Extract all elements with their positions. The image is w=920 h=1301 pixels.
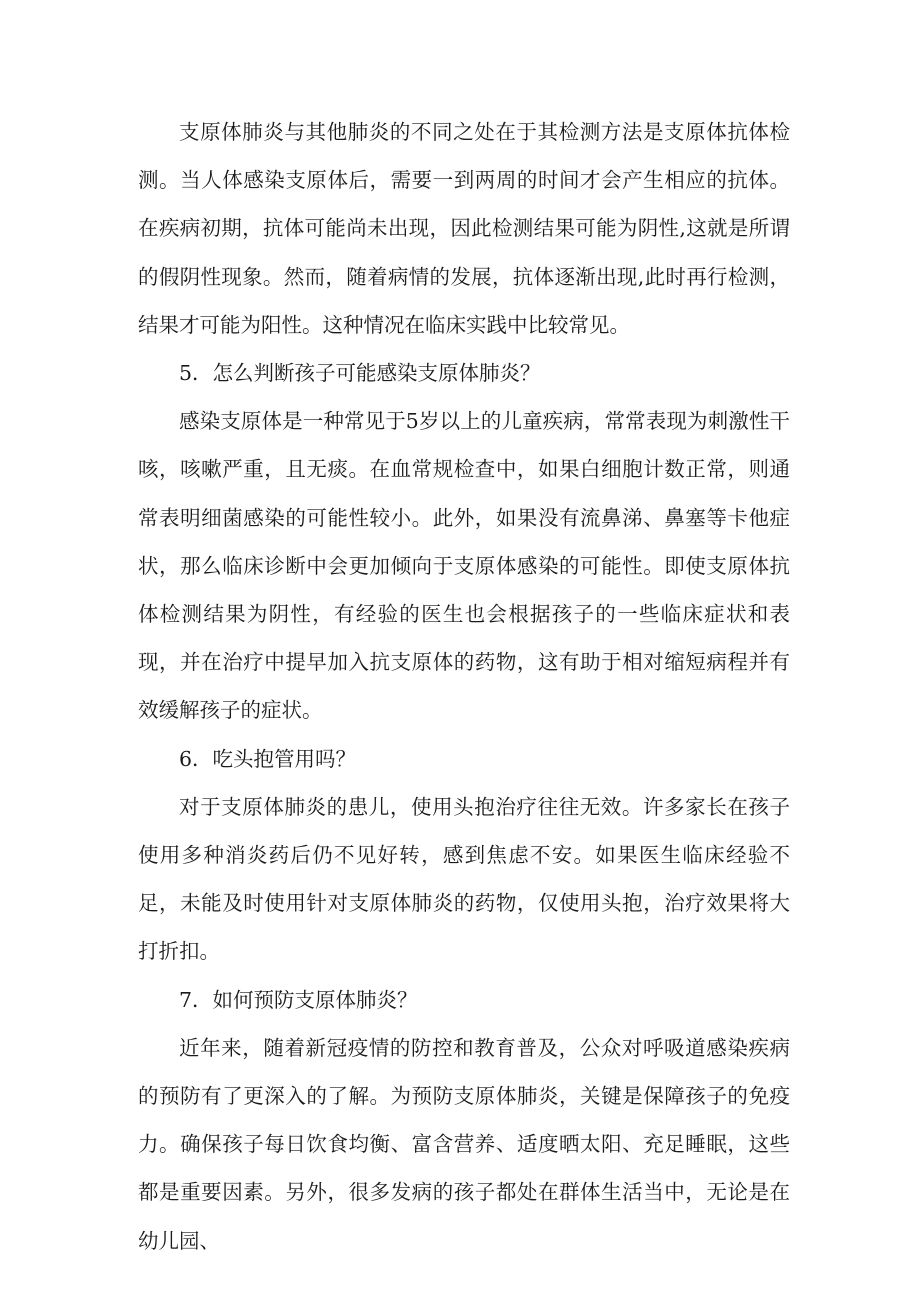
section-heading-7: 7．如何预防支原体肺炎？ [179, 987, 418, 1012]
section-heading-6: 6．吃头抱管用吗？ [179, 746, 357, 771]
paragraph-prevention: 近年来，随着新冠疫情的防控和教育普及，公众对呼吸道感染疾病的预防有了更深入的了解。为预防支原体肺炎，关键是保障孩子的免疫力。确保孩子每日饮食均衡、富含营养、适度晒太阳、充足睡眠，这些都是重要因素。另外，很多发病的孩子都处在群体生活当中，无论是在幼儿园、 [138, 1035, 790, 1253]
paragraph-cephalosporin: 对于支原体肺炎的患儿，使用头抱治疗往往无效。许多家长在孩子使用多种消炎药后仍不见好转，感到焦虑不安。如果医生临床经验不足，未能及时使用针对支原体肺炎的药物，仅使用头抱，治疗效果将大打折扣。 [138, 794, 790, 964]
section-heading-5: 5．怎么判断孩子可能感染支原体肺炎？ [179, 361, 541, 386]
document-body [138, 108, 790, 1265]
paragraph-diagnosis: 感染支原体是一种常见于5岁以上的儿童疾病，常常表现为刺激性干咳，咳嗽严重，且无痰。在血常规检查中，如果白细胞计数正常，则通常表明细菌感染的可能性较小。此外，如果没有流鼻涕、鼻塞等卡他症状，那么临床诊断中会更加倾向于支原体感染的可能性。即使支原体抗体检测结果为阴性，有经验的医生也会根据孩子的一些临床症状和表现，并在治疗中提早加入抗支原体的药物，这有助于相对缩短病程并有效缓解孩子的症状。 [138, 409, 790, 723]
paragraph-antibody-testing: 支原体肺炎与其他肺炎的不同之处在于其检测方法是支原体抗体检测。当人体感染支原体后，需要一到两周的时间才会产生相应的抗体。在疾病初期，抗体可能尚未出现，因此检测结果可能为阴性,这就是所谓的假阴性现象。然而，随着病情的发展，抗体逐渐出现,此时再行检测，结果才可能为阳性。这种情况在临床实践中比较常见。 [138, 120, 790, 337]
